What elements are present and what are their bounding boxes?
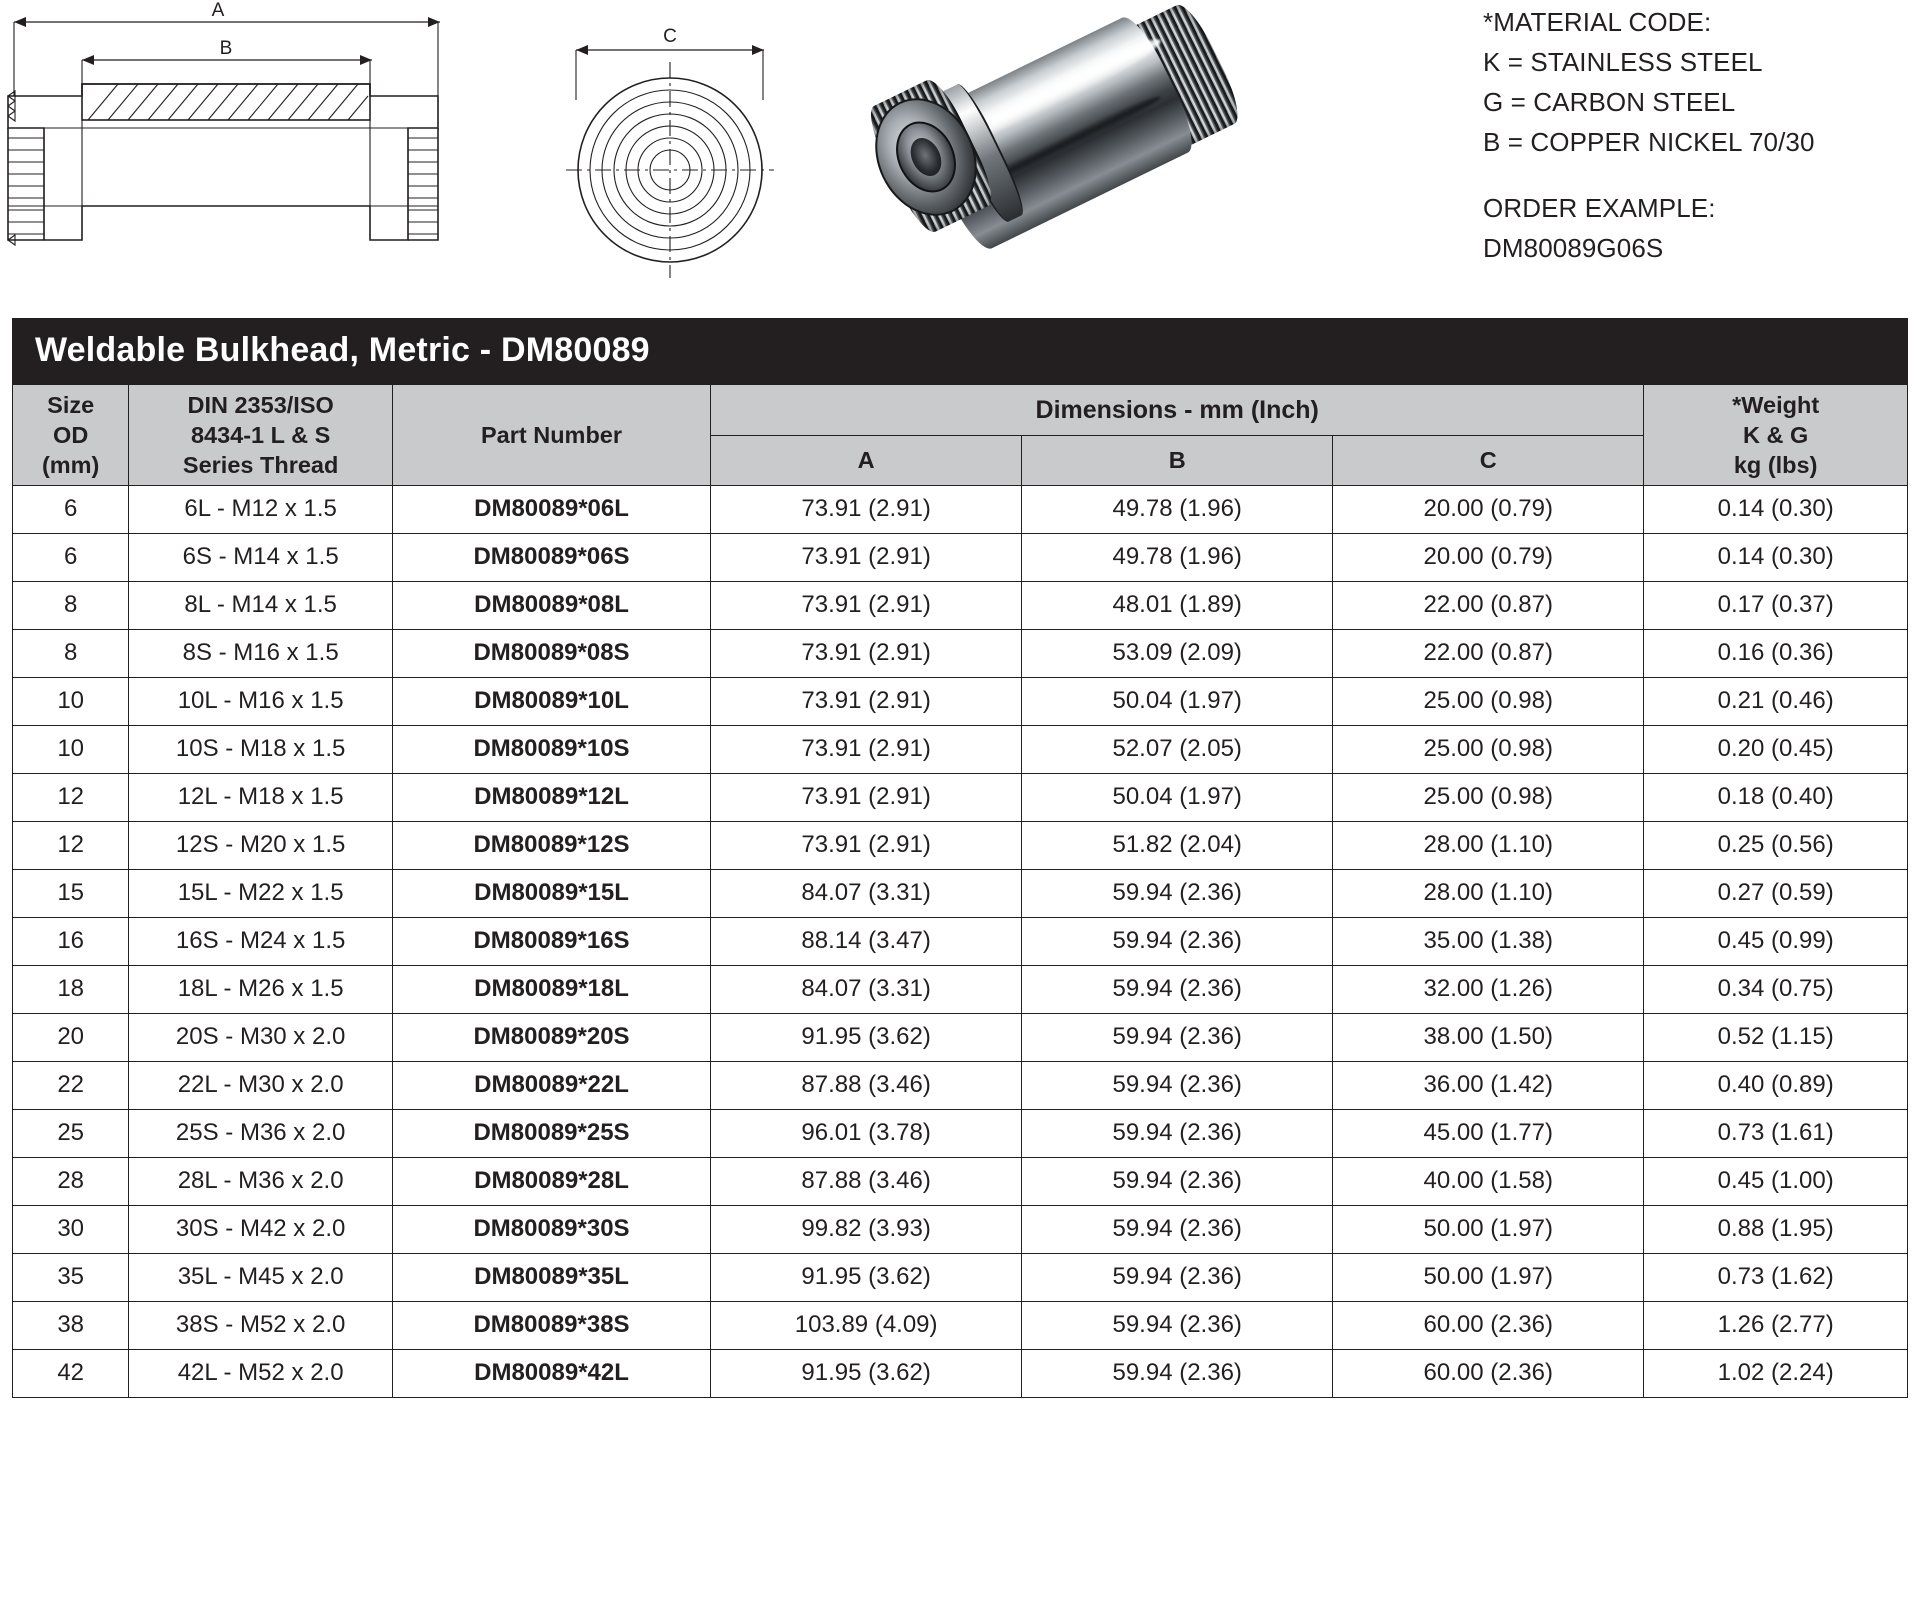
cell-dim-b: 59.94 (2.36) (1022, 918, 1333, 966)
cell-dim-c: 22.00 (0.87) (1333, 582, 1644, 630)
table-row (13, 678, 1908, 726)
cell-thread: 42L - M52 x 2.0 (129, 1350, 393, 1398)
spec-table (12, 318, 1908, 1398)
cell-dim-a: 73.91 (2.91) (711, 678, 1022, 726)
header-weight (1644, 385, 1908, 486)
cell-thread: 20S - M30 x 2.0 (129, 1014, 393, 1062)
table-title-bar (13, 319, 1908, 385)
header-part-number: Part Number (392, 385, 710, 486)
cell-dim-b: 59.94 (2.36) (1022, 870, 1333, 918)
cell-dim-c: 45.00 (1.77) (1333, 1110, 1644, 1158)
cell-thread: 22L - M30 x 2.0 (129, 1062, 393, 1110)
header-size-line3: (mm) (41, 452, 100, 478)
table-row (13, 582, 1908, 630)
cell-size: 6 (13, 486, 129, 534)
header-weight-line1: *Weight (1732, 392, 1820, 418)
cell-dim-b: 59.94 (2.36) (1022, 1110, 1333, 1158)
cell-thread: 12L - M18 x 1.5 (129, 774, 393, 822)
cell-weight: 0.52 (1.15) (1644, 1014, 1908, 1062)
header-dim-b: B (1022, 435, 1333, 486)
table-row (13, 918, 1908, 966)
notes-block (1483, 2, 1913, 268)
thread-right (408, 138, 438, 234)
cell-dim-a: 73.91 (2.91) (711, 822, 1022, 870)
cell-part-number: DM80089*15L (392, 870, 710, 918)
cell-dim-b: 59.94 (2.36) (1022, 966, 1333, 1014)
cell-part-number: DM80089*42L (392, 1350, 710, 1398)
cell-weight: 0.14 (0.30) (1644, 534, 1908, 582)
cell-dim-a: 91.95 (3.62) (711, 1350, 1022, 1398)
cell-thread: 38S - M52 x 2.0 (129, 1302, 393, 1350)
header-thread-line2: 8434-1 L & S (190, 422, 331, 448)
cell-dim-b: 59.94 (2.36) (1022, 1206, 1333, 1254)
cell-size: 6 (13, 534, 129, 582)
cell-dim-b: 48.01 (1.89) (1022, 582, 1333, 630)
cell-dim-b: 49.78 (1.96) (1022, 486, 1333, 534)
cell-thread: 35L - M45 x 2.0 (129, 1254, 393, 1302)
cell-size: 15 (13, 870, 129, 918)
cell-weight: 0.73 (1.62) (1644, 1254, 1908, 1302)
cell-dim-c: 22.00 (0.87) (1333, 630, 1644, 678)
cell-size: 10 (13, 678, 129, 726)
table-row (13, 1254, 1908, 1302)
cell-dim-c: 60.00 (2.36) (1333, 1302, 1644, 1350)
header-thread-line3: Series Thread (182, 452, 339, 478)
cell-weight: 0.20 (0.45) (1644, 726, 1908, 774)
material-code-b: B = COPPER NICKEL 70/30 (1483, 127, 1815, 157)
cell-size: 28 (13, 1158, 129, 1206)
cell-part-number: DM80089*12S (392, 822, 710, 870)
cell-dim-a: 73.91 (2.91) (711, 534, 1022, 582)
cell-part-number: DM80089*28L (392, 1158, 710, 1206)
dim-b-label: B (219, 38, 233, 59)
cell-dim-a: 87.88 (3.46) (711, 1158, 1022, 1206)
cell-weight: 0.18 (0.40) (1644, 774, 1908, 822)
cell-dim-c: 35.00 (1.38) (1333, 918, 1644, 966)
cell-size: 12 (13, 774, 129, 822)
header-dimensions-group: Dimensions - mm (Inch) (711, 385, 1644, 436)
product-photo (870, 0, 1290, 290)
table-row (13, 966, 1908, 1014)
header-weight-line2: K & G (1743, 422, 1809, 448)
cell-dim-b: 51.82 (2.04) (1022, 822, 1333, 870)
header-row-1 (13, 385, 1908, 436)
cell-dim-b: 59.94 (2.36) (1022, 1350, 1333, 1398)
cell-dim-c: 32.00 (1.26) (1333, 966, 1644, 1014)
order-example-value: DM80089G06S (1483, 233, 1664, 263)
material-code-k: K = STAINLESS STEEL (1483, 47, 1763, 77)
cell-size: 10 (13, 726, 129, 774)
header-size-line2: OD (53, 422, 89, 448)
header-weight-line3: kg (lbs) (1733, 452, 1818, 478)
cell-dim-a: 99.82 (3.93) (711, 1206, 1022, 1254)
header-size-line1: Size (47, 392, 95, 418)
cell-part-number: DM80089*10S (392, 726, 710, 774)
spec-table-body (13, 486, 1908, 1398)
cell-size: 8 (13, 582, 129, 630)
cell-dim-a: 87.88 (3.46) (711, 1062, 1022, 1110)
cell-thread: 30S - M42 x 2.0 (129, 1206, 393, 1254)
table-row (13, 726, 1908, 774)
cell-thread: 15L - M22 x 1.5 (129, 870, 393, 918)
cell-part-number: DM80089*06S (392, 534, 710, 582)
cell-part-number: DM80089*16S (392, 918, 710, 966)
cell-dim-a: 73.91 (2.91) (711, 774, 1022, 822)
cell-weight: 1.02 (2.24) (1644, 1350, 1908, 1398)
cell-dim-b: 59.94 (2.36) (1022, 1302, 1333, 1350)
cell-part-number: DM80089*38S (392, 1302, 710, 1350)
cell-dim-b: 59.94 (2.36) (1022, 1062, 1333, 1110)
cell-size: 35 (13, 1254, 129, 1302)
cell-weight: 0.27 (0.59) (1644, 870, 1908, 918)
cell-dim-b: 50.04 (1.97) (1022, 774, 1333, 822)
header-dim-a: A (711, 435, 1022, 486)
cell-weight: 0.17 (0.37) (1644, 582, 1908, 630)
section-hatching (88, 84, 368, 120)
cell-thread: 6L - M12 x 1.5 (129, 486, 393, 534)
cell-weight: 0.21 (0.46) (1644, 678, 1908, 726)
cell-size: 30 (13, 1206, 129, 1254)
cell-size: 18 (13, 966, 129, 1014)
cell-dim-b: 53.09 (2.09) (1022, 630, 1333, 678)
cell-part-number: DM80089*30S (392, 1206, 710, 1254)
cell-thread: 10L - M16 x 1.5 (129, 678, 393, 726)
table-row (13, 1014, 1908, 1062)
cell-dim-c: 60.00 (2.36) (1333, 1350, 1644, 1398)
cell-part-number: DM80089*18L (392, 966, 710, 1014)
table-row (13, 1350, 1908, 1398)
cell-weight: 0.40 (0.89) (1644, 1062, 1908, 1110)
header-size-od (13, 385, 129, 486)
cell-dim-a: 84.07 (3.31) (711, 870, 1022, 918)
cell-weight: 0.25 (0.56) (1644, 822, 1908, 870)
cell-dim-c: 40.00 (1.58) (1333, 1158, 1644, 1206)
cell-dim-a: 73.91 (2.91) (711, 486, 1022, 534)
cell-size: 25 (13, 1110, 129, 1158)
table-row (13, 534, 1908, 582)
cell-dim-a: 84.07 (3.31) (711, 966, 1022, 1014)
cell-part-number: DM80089*06L (392, 486, 710, 534)
cell-weight: 0.34 (0.75) (1644, 966, 1908, 1014)
dim-a-label: A (211, 0, 225, 21)
table-row (13, 1062, 1908, 1110)
cell-dim-c: 20.00 (0.79) (1333, 486, 1644, 534)
table-row (13, 630, 1908, 678)
cell-dim-b: 52.07 (2.05) (1022, 726, 1333, 774)
table-row (13, 1110, 1908, 1158)
cell-dim-c: 20.00 (0.79) (1333, 534, 1644, 582)
illustration-area (0, 0, 1920, 300)
cell-thread: 28L - M36 x 2.0 (129, 1158, 393, 1206)
cell-dim-a: 103.89 (4.09) (711, 1302, 1022, 1350)
cell-dim-c: 28.00 (1.10) (1333, 822, 1644, 870)
end-view-drawing (560, 10, 780, 280)
table-row (13, 1302, 1908, 1350)
cell-part-number: DM80089*08L (392, 582, 710, 630)
cell-dim-a: 91.95 (3.62) (711, 1254, 1022, 1302)
cell-weight: 1.26 (2.77) (1644, 1302, 1908, 1350)
thread-left (8, 138, 44, 234)
cell-thread: 12S - M20 x 1.5 (129, 822, 393, 870)
table-row (13, 870, 1908, 918)
cell-dim-c: 50.00 (1.97) (1333, 1206, 1644, 1254)
cell-weight: 0.73 (1.61) (1644, 1110, 1908, 1158)
cell-dim-c: 25.00 (0.98) (1333, 678, 1644, 726)
cell-dim-b: 50.04 (1.97) (1022, 678, 1333, 726)
cell-thread: 6S - M14 x 1.5 (129, 534, 393, 582)
cell-dim-a: 73.91 (2.91) (711, 582, 1022, 630)
cell-dim-c: 50.00 (1.97) (1333, 1254, 1644, 1302)
table-row (13, 822, 1908, 870)
cell-thread: 8S - M16 x 1.5 (129, 630, 393, 678)
table-row (13, 486, 1908, 534)
table-row (13, 774, 1908, 822)
cell-dim-c: 28.00 (1.10) (1333, 870, 1644, 918)
cell-size: 20 (13, 1014, 129, 1062)
cell-part-number: DM80089*22L (392, 1062, 710, 1110)
cell-dim-a: 96.01 (3.78) (711, 1110, 1022, 1158)
cell-dim-b: 59.94 (2.36) (1022, 1254, 1333, 1302)
cell-thread: 18L - M26 x 1.5 (129, 966, 393, 1014)
cell-size: 38 (13, 1302, 129, 1350)
material-code-g: G = CARBON STEEL (1483, 87, 1736, 117)
order-example-title: ORDER EXAMPLE: (1483, 193, 1716, 223)
table-row (13, 1206, 1908, 1254)
cell-dim-c: 25.00 (0.98) (1333, 774, 1644, 822)
cell-dim-a: 73.91 (2.91) (711, 630, 1022, 678)
cell-size: 42 (13, 1350, 129, 1398)
cell-part-number: DM80089*12L (392, 774, 710, 822)
cell-part-number: DM80089*25S (392, 1110, 710, 1158)
cell-thread: 8L - M14 x 1.5 (129, 582, 393, 630)
cell-part-number: DM80089*10L (392, 678, 710, 726)
cell-weight: 0.45 (1.00) (1644, 1158, 1908, 1206)
header-thread (129, 385, 393, 486)
header-thread-line1: DIN 2353/ISO (187, 392, 334, 418)
cell-part-number: DM80089*08S (392, 630, 710, 678)
cell-weight: 0.16 (0.36) (1644, 630, 1908, 678)
cell-dim-c: 36.00 (1.42) (1333, 1062, 1644, 1110)
spec-table-container (12, 318, 1908, 1398)
cell-dim-c: 25.00 (0.98) (1333, 726, 1644, 774)
cell-size: 12 (13, 822, 129, 870)
cell-thread: 16S - M24 x 1.5 (129, 918, 393, 966)
cell-dim-a: 73.91 (2.91) (711, 726, 1022, 774)
side-section-drawing (0, 0, 440, 290)
cell-thread: 25S - M36 x 2.0 (129, 1110, 393, 1158)
material-code-title: *MATERIAL CODE: (1483, 7, 1712, 37)
cell-size: 16 (13, 918, 129, 966)
notes-spacer (1483, 162, 1913, 188)
header-dim-c: C (1333, 435, 1644, 486)
cell-weight: 0.45 (0.99) (1644, 918, 1908, 966)
cell-size: 8 (13, 630, 129, 678)
cell-dim-b: 59.94 (2.36) (1022, 1158, 1333, 1206)
cell-dim-c: 38.00 (1.50) (1333, 1014, 1644, 1062)
cell-dim-b: 49.78 (1.96) (1022, 534, 1333, 582)
cell-weight: 0.14 (0.30) (1644, 486, 1908, 534)
cell-weight: 0.88 (1.95) (1644, 1206, 1908, 1254)
dim-c-label: C (663, 26, 677, 47)
cell-size: 22 (13, 1062, 129, 1110)
table-row (13, 1158, 1908, 1206)
cell-dim-b: 59.94 (2.36) (1022, 1014, 1333, 1062)
cell-thread: 10S - M18 x 1.5 (129, 726, 393, 774)
cell-part-number: DM80089*35L (392, 1254, 710, 1302)
table-title: Weldable Bulkhead, Metric - DM80089 (13, 319, 1908, 385)
cell-dim-a: 91.95 (3.62) (711, 1014, 1022, 1062)
cell-dim-a: 88.14 (3.47) (711, 918, 1022, 966)
cell-part-number: DM80089*20S (392, 1014, 710, 1062)
